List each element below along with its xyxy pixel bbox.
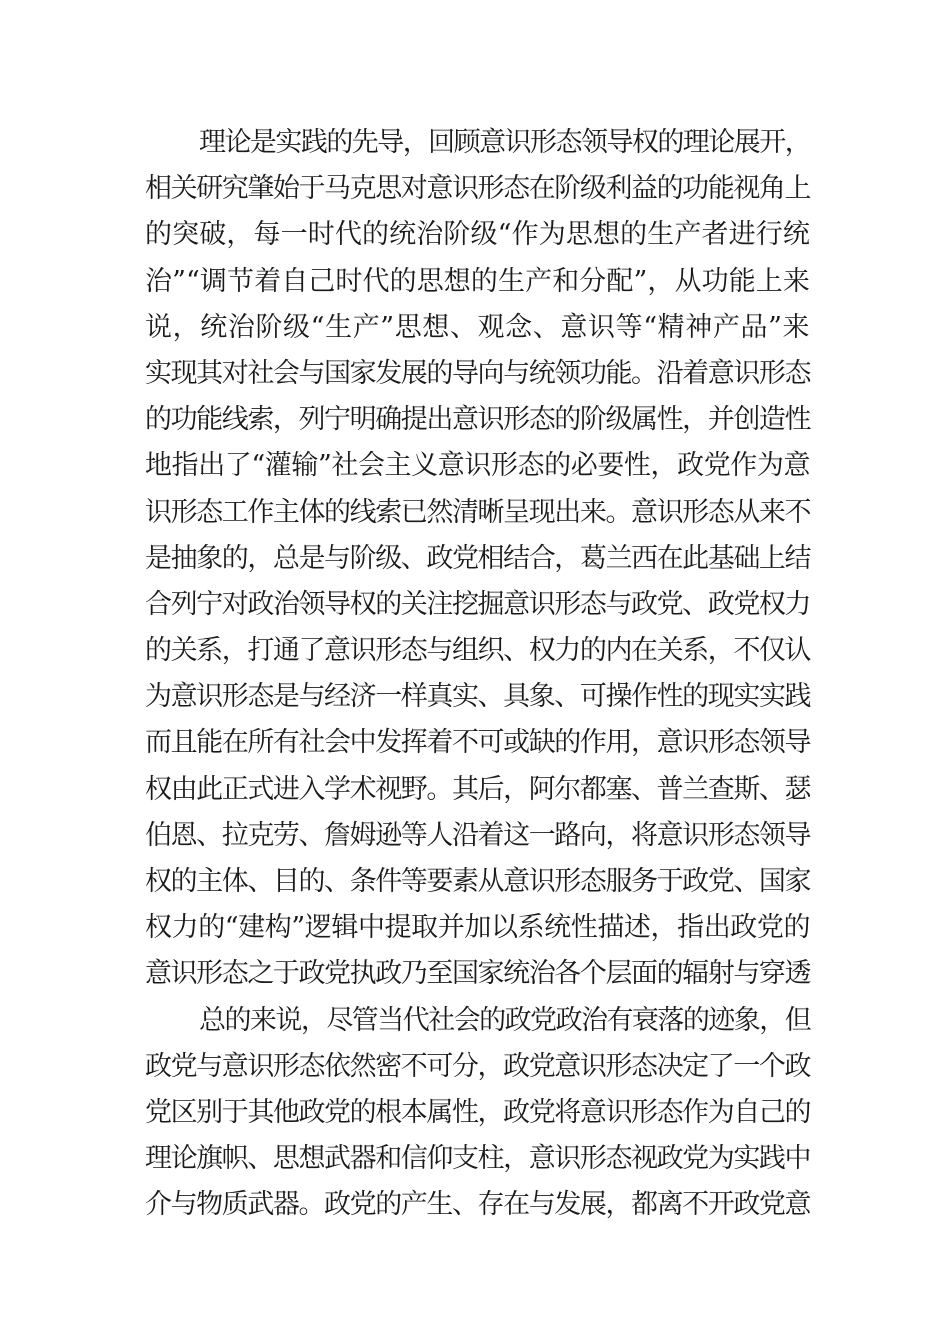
- text-line: 意识形态之于政党执政乃至国家统治各个层面的辐射与穿透: [145, 958, 810, 990]
- text-line: 实现其对社会与国家发展的导向与统领功能。沿着意识形态: [145, 357, 810, 389]
- text-line: 的突破，每一时代的统治阶级“作为思想的生产者进行统: [145, 219, 810, 251]
- paragraph-party-ideology: [145, 998, 810, 1229]
- text-line: 合列宁对政治领导权的关注挖掘意识形态与政党、政党权力: [145, 588, 810, 620]
- text-line: 政党与意识形态依然密不可分，政党意识形态决定了一个政: [145, 1050, 810, 1082]
- text-line: 党区别于其他政党的根本属性，政党将意识形态作为自己的: [145, 1096, 810, 1128]
- text-line: 为意识形态是与经济一样真实、具象、可操作性的现实实践: [145, 681, 810, 713]
- text-line: 权由此正式进入学术视野。其后，阿尔都塞、普兰查斯、瑟: [145, 773, 810, 805]
- text-line: 理论旗帜、思想武器和信仰支柱，意识形态视政党为实践中: [145, 1143, 810, 1175]
- document-body: [145, 120, 810, 1229]
- text-line: 识形态工作主体的线索已然清晰呈现出来。意识形态从来不: [145, 496, 810, 528]
- text-line: 说，统治阶级“生产”思想、观念、意识等“精神产品”来: [145, 311, 810, 343]
- text-line: 的功能线索，列宁明确提出意识形态的阶级属性，并创造性: [145, 404, 810, 436]
- text-line: 总的来说，尽管当代社会的政党政治有衰落的迹象，但: [199, 1004, 810, 1036]
- text-line: 的关系，打通了意识形态与组织、权力的内在关系，不仅认: [145, 635, 810, 667]
- text-line: 而且能在所有社会中发挥着不可或缺的作用，意识形态领导: [145, 727, 810, 759]
- text-line: 治”“调节着自己时代的思想的生产和分配”，从功能上来: [145, 265, 811, 297]
- text-line: 相关研究肇始于马克思对意识形态在阶级利益的功能视角上: [145, 173, 810, 205]
- text-line: 地指出了“灌输”社会主义意识形态的必要性，政党作为意: [145, 450, 810, 482]
- text-line: 权的主体、目的、条件等要素从意识形态服务于政党、国家: [145, 866, 810, 897]
- text-line: 介与物质武器。政党的产生、存在与发展，都离不开政党意: [145, 1189, 810, 1221]
- text-line: 理论是实践的先导，回顾意识形态领导权的理论展开，: [199, 127, 810, 158]
- text-line: 权力的“建构”逻辑中提取并加以系统性描述，指出政党的: [145, 912, 810, 944]
- text-line: 伯恩、拉克劳、詹姆逊等人沿着这一路向，将意识形态领导: [145, 819, 810, 851]
- paragraph-theory-history: [145, 120, 810, 998]
- text-line: 是抽象的，总是与阶级、政党相结合，葛兰西在此基础上结: [145, 542, 810, 574]
